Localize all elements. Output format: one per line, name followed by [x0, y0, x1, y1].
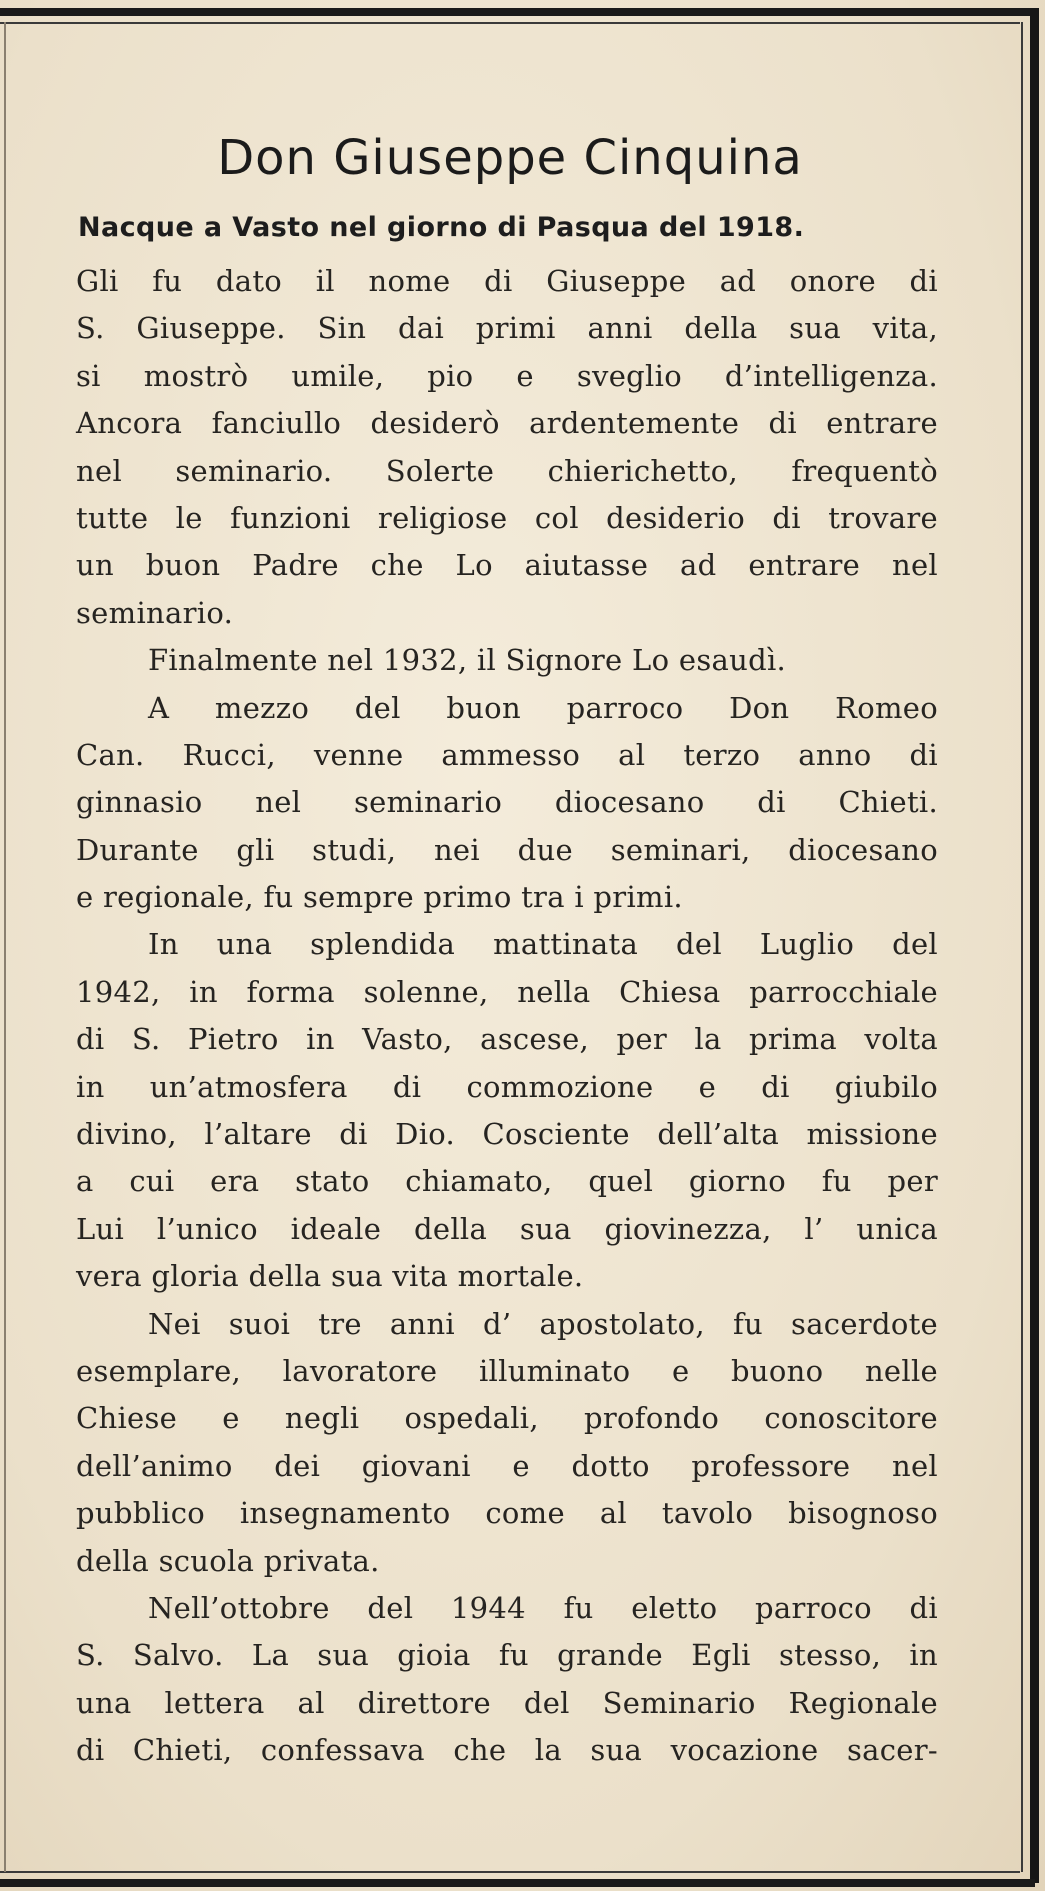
text-line: 1942, in forma solenne, nella Chiesa parrocchiale: [76, 974, 938, 1009]
text-line: esemplare, lavoratore illuminato e buono nelle: [76, 1353, 938, 1388]
text-line: Can. Rucci, venne ammesso al terzo anno di: [76, 737, 938, 772]
right-border-thin: [1021, 22, 1023, 1872]
text-line: Ancora fanciullo desiderò ardentemente di entrare: [76, 406, 938, 441]
text-line: In una splendida mattinata del Luglio del: [148, 927, 938, 962]
text-line: Durante gli studi, nei due seminari, diocesano: [76, 832, 938, 867]
text-line: di Chieti, confessava che la sua vocazione sacer-: [76, 1733, 938, 1768]
page-subtitle: Nacque a Vasto nel giorno di Pasqua del 1918.: [78, 212, 805, 243]
text-line: in un’atmosfera di commozione e di giubilo: [76, 1069, 938, 1104]
page-title: Don Giuseppe Cinquina: [217, 130, 803, 186]
text-line: tutte le funzioni religiose col desiderio di trovare: [76, 500, 938, 535]
bottom-border: [0, 1879, 1035, 1887]
text-line: si mostrò umile, pio e sveglio d’intelligenza.: [76, 358, 938, 393]
text-line: S. Salvo. La sua gioia fu grande Egli stesso, in: [76, 1638, 938, 1673]
text-line: Nei suoi tre anni d’ apostolato, fu sacerdote: [148, 1306, 938, 1341]
text-line: Gli fu dato il nome di Giuseppe ad onore di: [76, 264, 938, 298]
text-line: Nell’ottobre del 1944 fu eletto parroco di: [148, 1590, 938, 1625]
text-line: e regionale, fu sempre primo tra i primi.: [76, 880, 683, 915]
text-line: a cui era stato chiamato, quel giorno fu per: [76, 1164, 938, 1199]
bottom-border-thin: [0, 1871, 1020, 1873]
text-line: nel seminario. Solerte chierichetto, frequentò: [76, 453, 938, 488]
text-line: Lui l’unico ideale della sua giovinezza, l’ unica: [76, 1211, 938, 1246]
text-line: un buon Padre che Lo aiutasse ad entrare nel: [76, 548, 938, 583]
text-line: vera gloria della sua vita mortale.: [76, 1259, 584, 1294]
text-line: della scuola privata.: [76, 1543, 380, 1578]
top-border-thin: [0, 22, 1020, 24]
text-line: A mezzo del buon parroco Don Romeo: [148, 690, 938, 725]
text-line: dell’animo dei giovani e dotto professore nel: [76, 1448, 938, 1483]
text-line: S. Giuseppe. Sin dai primi anni della sua vita,: [76, 311, 938, 346]
text-line: Finalmente nel 1932, il Signore Lo esaudì.: [148, 643, 787, 678]
text-line: una lettera al direttore del Seminario Regionale: [76, 1685, 938, 1720]
right-border: [1030, 8, 1039, 1883]
top-border: [0, 8, 1030, 16]
text-line: divino, l’altare di Dio. Cosciente dell’alta missione: [76, 1117, 938, 1152]
text-line: di S. Pietro in Vasto, ascese, per la prima volta: [76, 1022, 938, 1057]
left-border-thin: [4, 22, 6, 1872]
body-text: [76, 258, 938, 1775]
text-line: ginnasio nel seminario diocesano di Chieti.: [76, 785, 938, 820]
text-line: pubblico insegnamento come al tavolo bisognoso: [76, 1496, 938, 1531]
text-line: seminario.: [76, 595, 234, 630]
text-line: Chiese e negli ospedali, profondo conoscitore: [76, 1401, 938, 1436]
